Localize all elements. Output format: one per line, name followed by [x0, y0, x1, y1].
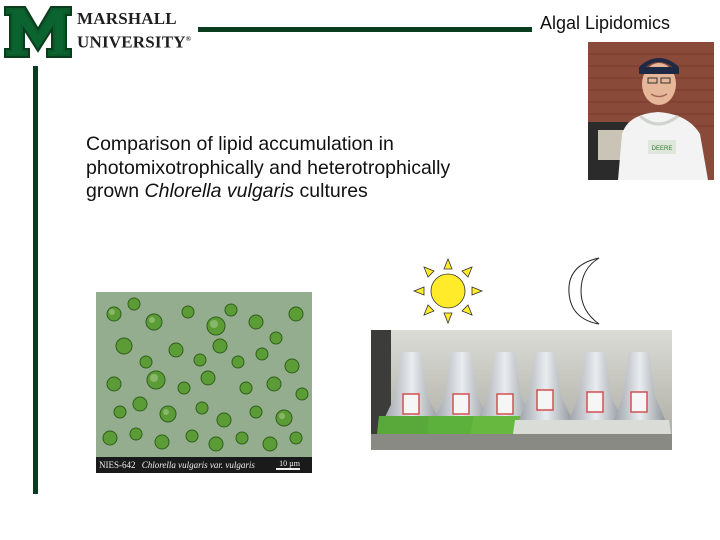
chlorella-micrograph	[96, 292, 312, 473]
sun-icon	[412, 257, 484, 325]
left-rule	[33, 66, 38, 494]
strain-latin-name: Chlorella vulgaris var. vulgaris	[141, 460, 255, 470]
body-line-3	[86, 180, 556, 204]
body-line-2: photomixotrophically and heterotrophically	[86, 156, 451, 179]
marshall-university-logo	[3, 3, 193, 59]
micrograph-cells	[96, 292, 312, 473]
slide-body-text	[86, 133, 556, 204]
body-line-3-suffix: cultures	[294, 180, 368, 202]
body-line-3-prefix: grown	[86, 180, 145, 202]
body-line-1: Comparison of lipid accumulation in	[86, 133, 394, 155]
registered-mark: ®	[185, 35, 192, 43]
slide-header-title: Algal Lipidomics	[540, 13, 671, 33]
logo-wordmark	[77, 9, 191, 53]
logo-line-2	[77, 29, 191, 53]
marshall-m-logo-icon	[3, 3, 73, 59]
logo-line-2-text: UNIVERSITY	[77, 32, 186, 52]
logo-line-1: MARSHALL	[77, 9, 177, 28]
scale-label: 10 µm	[279, 459, 300, 468]
strain-id: NIES-642	[99, 460, 136, 470]
presenter-photo	[588, 42, 714, 180]
header-rule	[198, 27, 532, 32]
species-name: Chlorella vulgaris	[144, 180, 295, 202]
svg-text:DEERE: DEERE	[651, 146, 673, 152]
scale-bar	[276, 468, 300, 470]
culture-flasks-photo	[371, 330, 672, 450]
moon-icon	[565, 255, 605, 327]
